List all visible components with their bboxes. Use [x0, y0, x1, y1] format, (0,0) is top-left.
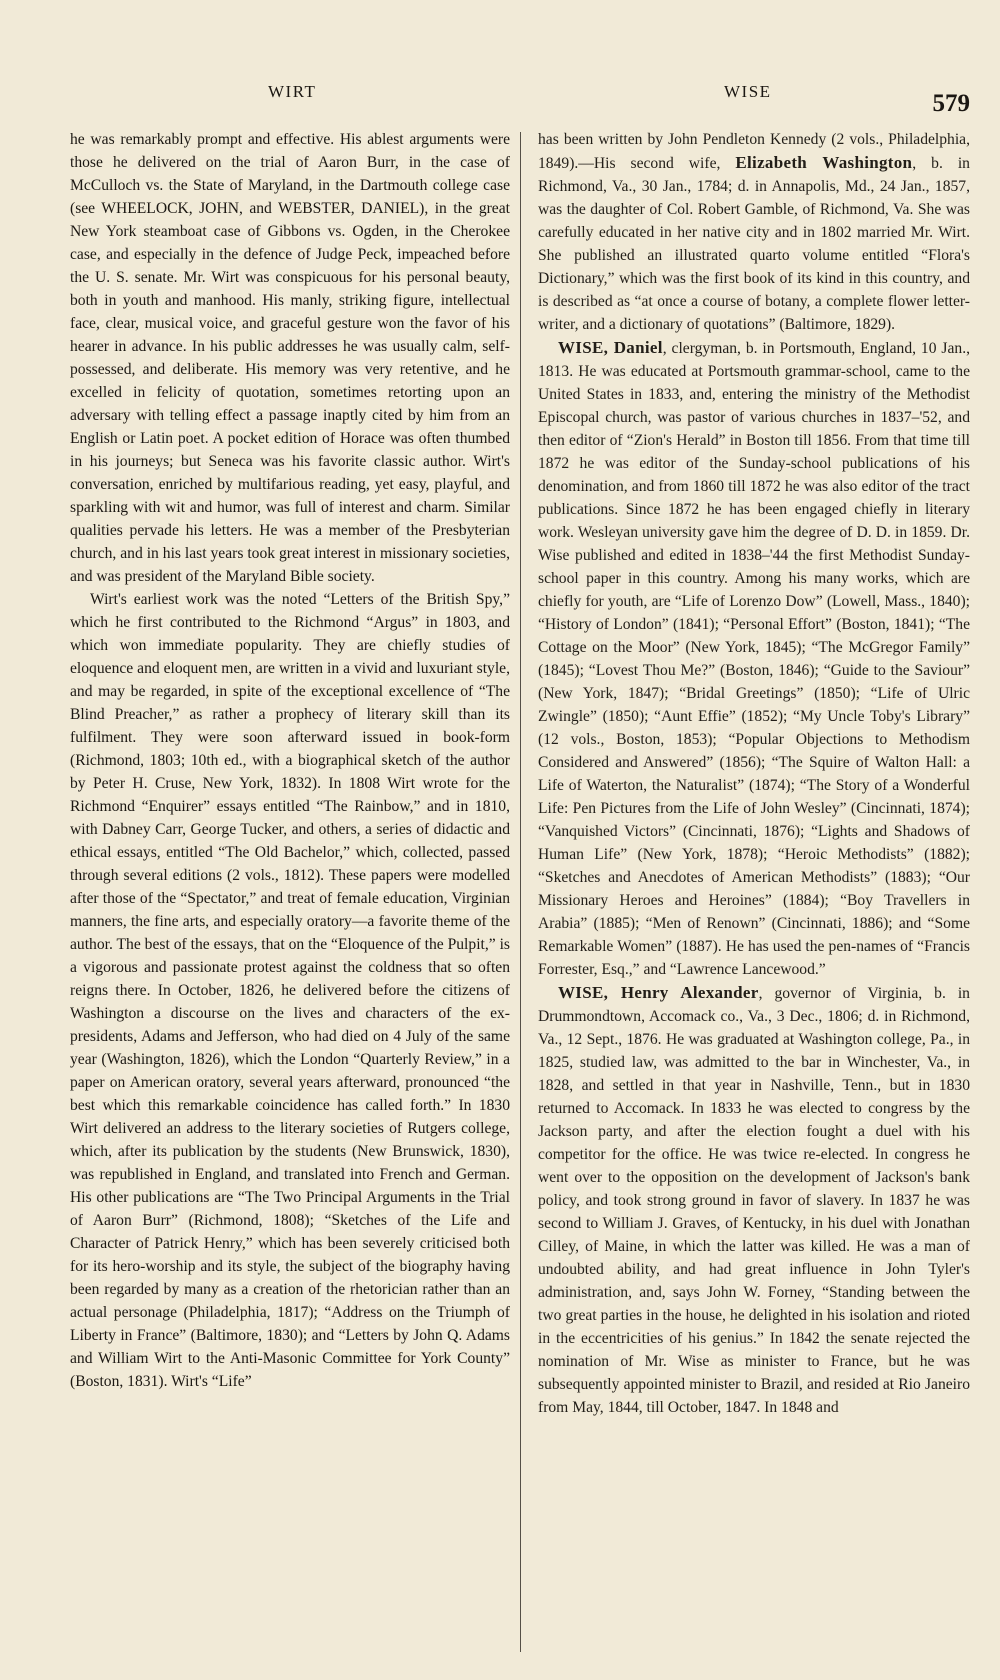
running-head-right: WISE [724, 82, 772, 101]
entry-text: , governor of Virginia, b. in Drummondtown, Accomack co., Va., 3 Dec., 1806; d. in Richmond, Va., 12 Sept., 1876. He was graduated at Washington college, Pa., in 1825, studied law, was admitted to the bar in Winchester, Va., in 1828, and settled in that year in Nashville, Tenn., but in 1830 returned to Accomack. In 1833 he was elected to congress by the Jackson party, and after the election fought a duel with his competitor for the office. He was twice re-elected. In congress he went over to the opposition on the development of Jackson's bank policy, and took strong ground in favor of slavery. In 1837 he was second to William J. Graves, of Kentucky, in his duel with Jonathan Cilley, of Maine, in which the latter was killed. He was a man of undoubted ability, and had great influence in John Tyler's administration, and, says John W. Forney, “Standing between the two great parties in the house, he delighted in his isolation and rioted in the eccentricities of his genius.” In 1842 the senate rejected the nomination of Mr. Wise as minister to France, but he was subsequently appointed minister to Brazil, and resided at Rio Janeiro from May, 1844, till October, 1847. In 1848 and [538, 985, 970, 1416]
entry-wise-henry-alexander [538, 981, 970, 1419]
paragraph: he was remarkably prompt and effective. His ablest arguments were those he delivered on the trial of Aaron Burr, in the case of McCulloch vs. the State of Maryland, in the Dartmouth college case (see WHEELOCK, JOHN, and WEBSTER, DANIEL), in the great New York steamboat case of Gibbons vs. Ogden, in the Cherokee case, and especially in the defence of Judge Peck, impeached before the U. S. senate. Mr. Wirt was conspicuous for his personal beauty, both in youth and manhood. His manly, striking figure, intellectual face, clear, musical voice, and graceful gesture won the favor of his hearer in advance. In his public addresses he was usually calm, self-possessed, and deliberate. His memory was very retentive, and he excelled in felicity of quotation, sometimes retorting upon an adversary with telling effect a passage inaptly cited by him from an English or Latin poet. A pocket edition of Horace was often thumbed in his journeys; but Seneca was his favorite classic author. Wirt's conversation, enriched by multifarious reading, yet easy, playful, and sparkling with wit and humor, was full of interest and charm. Similar qualities pervade his letters. He was a member of the Presbyterian church, and in his last years took great interest in missionary societies, and was president of the Maryland Bible society. [70, 131, 510, 585]
running-head-left: WIRT [268, 82, 317, 101]
subentry-name: Elizabeth Washington [735, 153, 913, 172]
column-divider [520, 132, 521, 1652]
page-number: 579 [932, 90, 970, 117]
entry-headword: WISE, Daniel [558, 338, 663, 357]
right-column [538, 128, 970, 1658]
paragraph [538, 128, 970, 336]
left-column [70, 128, 510, 1658]
entry-wise-daniel [538, 336, 970, 981]
paragraph-text: has been written by John Pendleton Kennedy (2 vols., Philadelphia, 1849).—His second wife, [538, 131, 970, 172]
paragraph-text: , b. in Richmond, Va., 30 Jan., 1784; d. in Annapolis, Md., 24 Jan., 1857, was the daughter of Col. Robert Gamble, of Richmond, Va. She was carefully educated in her native city and in 1802 married Mr. Wirt. She published an illustrated quarto volume entitled “Flora's Dictionary,” which was the first book of its kind in this country, and is described as “at once a course of botany, a complete flower letter-writer, and a dictionary of quotations” (Baltimore, 1829). [538, 155, 970, 333]
paragraph: Wirt's earliest work was the noted “Letters of the British Spy,” which he first contributed to the Richmond “Argus” in 1803, and which won immediate popularity. They are chiefly studies of eloquence and eloquent men, are written in a vivid and luxuriant style, and may be regarded, in spite of the exceptional excellence of “The Blind Preacher,” as rather a prophecy of literary skill than its fulfilment. They were soon afterward issued in book-form (Richmond, 1803; 10th ed., with a biographical sketch of the author by Peter H. Cruse, New York, 1832). In 1808 Wirt wrote for the Richmond “Enquirer” essays entitled “The Rainbow,” and in 1810, with Dabney Carr, George Tucker, and others, a series of didactic and ethical essays, entitled “The Old Bachelor,” which, collected, passed through several editions (2 vols., 1812). These papers were modelled after those of the “Spectator,” and treat of female education, Virginian manners, the fine arts, and especially oratory—a favorite theme of the author. The best of the essays, that on the “Eloquence of the Pulpit,” is a vigorous and passionate protest against the coldness that so often reigns there. In October, 1826, he delivered before the citizens of Washington a discourse on the lives and characters of the ex-presidents, Adams and Jefferson, who had died on 4 July of the same year (Washington, 1826), which the London “Quarterly Review,” in a paper on American oratory, several years afterward, pronounced “the best which this remarkable coincidence has called forth.” In 1830 Wirt delivered an address to the literary societies of Rutgers college, which, after its publication by the students (New Brunswick, 1830), was republished in England, and translated into French and German. His other publications are “The Two Principal Arguments in the Trial of Aaron Burr” (Richmond, 1808); “Sketches of the Life and Character of Patrick Henry,” which has been severely criticised both for its hero-worship and its style, the subject of the biography having been regarded by many as a creation of the rhetorician rather than an actual personage (Philadelphia, 1817); “Address on the Triumph of Liberty in France” (Baltimore, 1830); and “Letters by John Q. Adams and William Wirt to the Anti-Masonic Committee for York County” (Boston, 1831). Wirt's “Life” [70, 591, 510, 1390]
entry-text: , clergyman, b. in Portsmouth, England, 10 Jan., 1813. He was educated at Portsmouth grammar-school, came to the United States in 1833, and, entering the ministry of the Methodist Episcopal church, was pastor of various churches in 1837–'52, and then editor of “Zion's Herald” in Boston till 1856. From that time till 1872 he was editor of the Sunday-school publications of his denomination, and from 1860 till 1872 he was also editor of the tract publications. Since 1872 he has been engaged chiefly in literary work. Wesleyan university gave him the degree of D. D. in 1859. Dr. Wise published and edited in 1838–'44 the first Methodist Sunday-school paper in this country. Among his many works, which are chiefly for youth, are “Life of Lorenzo Dow” (Lowell, Mass., 1840); “History of London” (1841); “Personal Effort” (Boston, 1841); “The Cottage on the Moor” (New York, 1845); “The McGregor Family” (1845); “Lovest Thou Me?” (Boston, 1846); “Guide to the Saviour” (New York, 1847); “Bridal Greetings” (1850); “Life of Ulric Zwingle” (1850); “Aunt Effie” (1852); “My Uncle Toby's Library” (12 vols., Boston, 1853); “Popular Objections to Methodism Considered and Answered” (1856); “The Squire of Walton Hall: a Life of Waterton, the Naturalist” (1874); “The Story of a Wonderful Life: Pen Pictures from the Life of John Wesley” (Cincinnati, 1874); “Vanquished Victors” (Cincinnati, 1876); “Lights and Shadows of Human Life” (New York, 1878); “Heroic Methodists” (1882); “Sketches and Anecdotes of American Methodists” (1883); “Our Missionary Heroes and Heroines” (1884); “Boy Travellers in Arabia” (1885); “Men of Renown” (Cincinnati, 1886); and “Some Remarkable Women” (1887). He has used the pen-names of “Francis Forrester, Esq.,” and “Lawrence Lancewood.” [538, 340, 970, 978]
entry-headword: WISE, Henry Alexander [558, 983, 759, 1002]
